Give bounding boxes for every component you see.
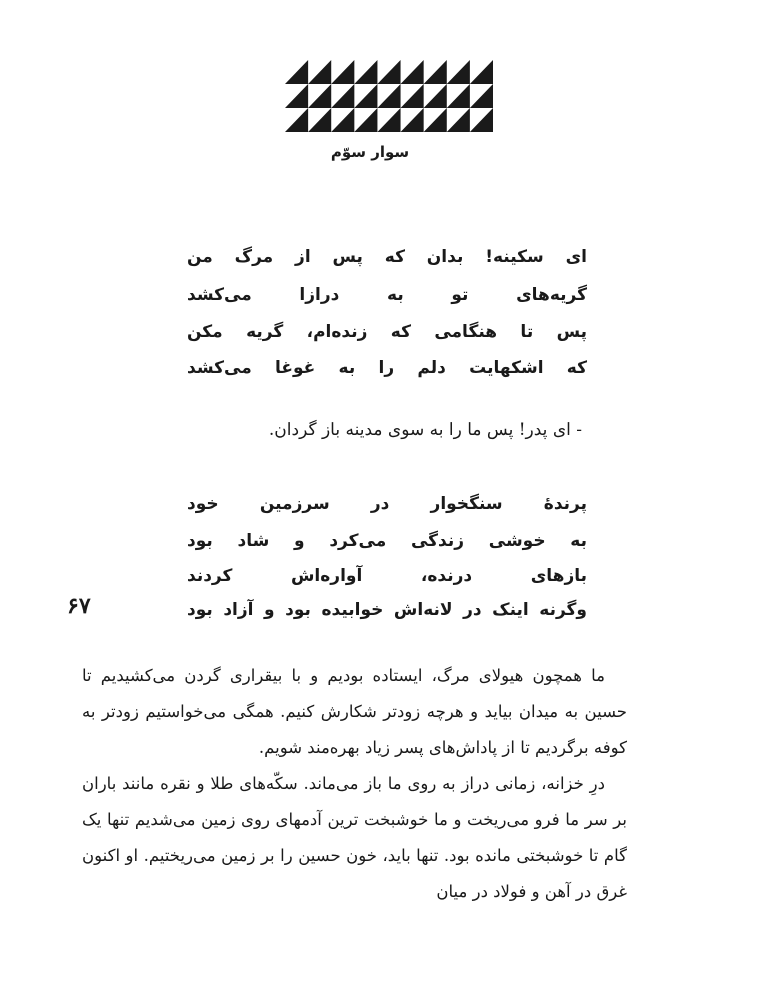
ornament-triangle	[377, 108, 400, 132]
poem-line: وگرنه اینک در لانه‌اش خوابیده بود و آزاد بود	[187, 600, 587, 620]
ornament-triangle	[285, 60, 308, 84]
ornament-triangle	[424, 60, 447, 84]
poem-line: پس تا هنگامی که زنده‌ام، گریه مکن	[187, 322, 587, 342]
prose-paragraph: درِ خزانه، زمانی دراز به روی ما باز می‌ماند. سکّه‌های طلا و نقره مانند باران بر سر ما فرو می‌ریخت و ما خوشبخت ترین آدمهای روی زمین می‌شدیم تنها یک گام تا خوشبختی مانده بود. تنها باید، خون حسین را بر زمین می‌ریختیم. او اکنون غرق در آهن و فولاد در میان	[82, 774, 627, 901]
ornament-triangle	[424, 108, 447, 132]
ornament-triangle	[354, 60, 377, 84]
ornament-triangle	[470, 108, 493, 132]
ornament-triangle	[354, 84, 377, 108]
poem-line: که اشکهایت دلم را به غوغا می‌کشد	[187, 358, 587, 378]
poem-line: پرندهٔ سنگخوار در سرزمین خود	[187, 494, 587, 514]
ornament-triangle	[401, 60, 424, 84]
poem-line: گریه‌های تو به درازا می‌کشد	[187, 285, 587, 305]
ornament-triangle	[354, 108, 377, 132]
ornament-triangle	[447, 108, 470, 132]
ornament-triangle	[377, 84, 400, 108]
prose-paragraph: ما همچون هیولای مرگ، ایستاده بودیم و با بیقراری گردن می‌کشیدیم تا حسین به میدان بیاید و هرچه زودتر شکارش کنیم. همگی می‌خواستیم زودتر به کوفه برگردیم تا از پاداش‌های پسر زیاد بهره‌مند شویم.	[82, 666, 627, 757]
ornament-triangle	[447, 84, 470, 108]
triangle-pattern-ornament	[285, 60, 493, 132]
poem-line: به خوشی زندگی می‌کرد و شاد بود	[187, 531, 587, 551]
poem-line: بازهای درنده، آواره‌اش کردند	[187, 566, 587, 586]
ornament-triangle	[285, 108, 308, 132]
prose-block	[82, 658, 627, 910]
ornament-triangle	[424, 84, 447, 108]
dialogue-line: - ای پدر! پس ما را به سوی مدینه باز گردان.	[268, 420, 582, 440]
ornament-triangle	[308, 60, 331, 84]
page-number: ۶۷	[67, 593, 91, 619]
ornament-triangle	[308, 84, 331, 108]
poem-line: ای سکینه! بدان که پس از مرگ من	[187, 247, 587, 267]
ornament-triangle	[308, 108, 331, 132]
ornament-triangle	[470, 60, 493, 84]
ornament-triangle	[331, 108, 354, 132]
ornament-triangle	[285, 84, 308, 108]
ornament-triangle	[377, 60, 400, 84]
ornament-triangle	[447, 60, 470, 84]
ornament-triangle	[470, 84, 493, 108]
ornament-triangle	[331, 60, 354, 84]
ornament-triangle	[331, 84, 354, 108]
section-title: سوار سوّم	[330, 143, 410, 161]
ornament-triangle	[401, 108, 424, 132]
ornament-triangle	[401, 84, 424, 108]
